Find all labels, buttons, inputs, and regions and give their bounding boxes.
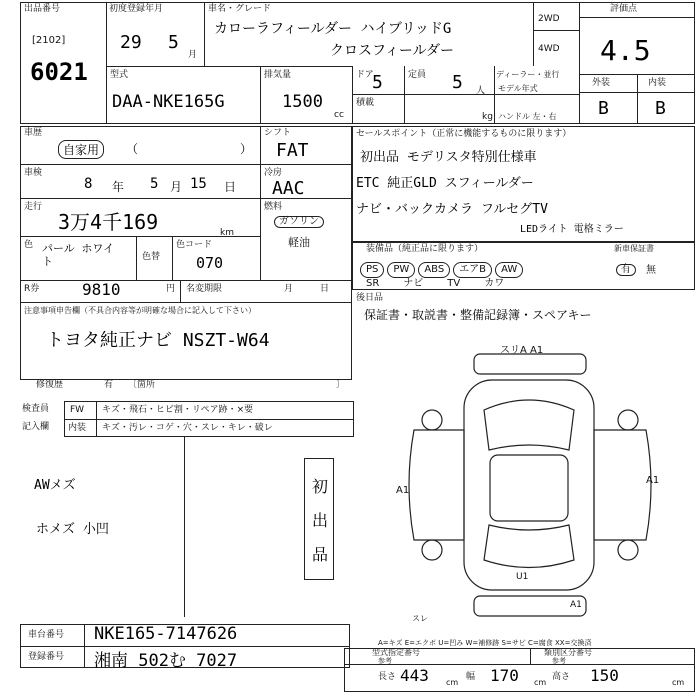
aftermarket-value: 保証書・取説書・整備記録簿・スペアキー <box>364 308 592 322</box>
sales-line2: ETC 純正GLD スフィールダー <box>356 176 534 191</box>
dims-class-label: 類別区分番号 <box>544 648 592 657</box>
inspection-year: 8 <box>84 176 93 192</box>
grade-label: 評価点 <box>610 4 638 14</box>
model-label: 車名・グレード <box>208 4 272 14</box>
dims-cm2: cm <box>534 678 547 687</box>
equipment-new-label: 新車保証書 <box>614 244 654 253</box>
dims-height-label: 高さ <box>552 672 571 682</box>
dims-ref1: 参考 <box>378 657 392 665</box>
first-reg-year: 29 <box>120 32 142 53</box>
equipment-label: 装備品（純正品に限ります） <box>366 244 484 254</box>
inspection-month: 5 <box>150 176 159 192</box>
equipment-row2 <box>366 274 504 289</box>
diagram-bottom-left: スレ <box>412 614 428 623</box>
repair-label: 修復歴 <box>36 380 64 390</box>
equip-ps: PS <box>360 262 384 278</box>
inspection-label: 車検 <box>24 168 43 178</box>
name-change-unit: 月 <box>284 284 294 294</box>
color-label: 色 <box>24 240 34 250</box>
equip-sr: SR <box>366 278 380 289</box>
wheel-rear-left <box>422 540 442 560</box>
diagram-top: スリA A1 <box>500 345 544 356</box>
aftermarket-label: 後日品 <box>356 293 384 303</box>
inspector-label1: 検査員 <box>22 404 50 414</box>
dims-width-label: 幅 <box>466 672 476 682</box>
doors-value: 5 <box>372 72 383 93</box>
dims-ref2: 参考 <box>552 657 566 665</box>
color-code: 070 <box>196 254 224 272</box>
color-code-label: 色コード <box>176 240 213 250</box>
recycle-value: 9810 <box>82 280 121 299</box>
handle-label: ハンドル 左・右 <box>498 112 557 121</box>
sales-line3: ナビ・バックカメラ フルセグTV <box>356 202 548 217</box>
car-roof <box>490 455 568 521</box>
type-label: 型式 <box>110 70 129 80</box>
wheel-front-right <box>618 410 638 430</box>
recycle-unit: 円 <box>166 284 176 294</box>
chassis-label: 車台番号 <box>28 630 65 640</box>
drive-4wd: 4WD <box>538 44 560 54</box>
category-value: 自家用 <box>58 140 104 159</box>
displacement-unit: cc <box>334 110 344 120</box>
repair-bracket-close: 〕 <box>336 380 346 390</box>
inspection-year-unit: 年 <box>112 180 125 194</box>
grade-int-label: 内装 <box>648 78 667 88</box>
car-body-outline <box>464 380 594 590</box>
inspection-day-unit: 日 <box>224 180 237 194</box>
front-bumper <box>474 354 586 374</box>
shift-value: FAT <box>276 140 309 161</box>
plate-value: 湘南 502む 7027 <box>94 651 238 671</box>
notes-text: トヨタ純正ナビ NSZT-W64 <box>46 330 270 351</box>
recycle-label: R券 <box>24 284 40 294</box>
inspection-day: 15 <box>190 176 207 192</box>
car-rear-window <box>484 525 574 568</box>
sales-line4: LEDライト 電格ミラー <box>520 224 624 235</box>
drive-2wd: 2WD <box>538 14 560 24</box>
car-right-side <box>594 430 651 540</box>
mileage-unit: km <box>220 228 234 238</box>
inspector-row2-tag: 内装 <box>68 423 87 433</box>
model-year-label: モデル年式 <box>498 84 538 93</box>
category-paren-close: ） <box>240 142 253 156</box>
inspector-row2: キズ・汚レ・コゲ・穴・スレ・キレ・破レ <box>102 423 273 433</box>
type-value: DAA-NKE165G <box>112 92 225 112</box>
notes-label: 注意事項申告欄（不具合内容等が明確な場合に記入して下さい） <box>24 306 256 315</box>
equipment-has: 有 <box>616 264 636 276</box>
inspection-month-unit: 月 <box>170 180 183 194</box>
car-windshield <box>484 400 574 450</box>
wheel-front-left <box>422 410 442 430</box>
lot-label: 出品番号 <box>24 4 61 14</box>
inspector-row1: キズ・飛石・ヒビ割・リペア跡・×要 <box>102 405 254 415</box>
capacity-value: 5 <box>452 72 463 93</box>
sales-label: セールスポイント（正常に機能するものに限ります） <box>356 129 572 139</box>
inspector-label2: 記入欄 <box>22 422 50 432</box>
lot-number: 6021 <box>30 58 88 86</box>
grade-ext-label: 外装 <box>592 78 611 88</box>
dims-cm1: cm <box>446 678 459 687</box>
ac-label: 冷房 <box>264 168 283 178</box>
grade-ext-score: B <box>598 98 609 119</box>
fuel-gas: ガソリン <box>274 216 324 228</box>
car-left-side <box>409 430 464 540</box>
grade-int-score: B <box>655 98 666 119</box>
plate-label: 登録番号 <box>28 652 65 662</box>
equip-pw: PW <box>387 262 415 278</box>
load-unit: kg <box>482 112 493 122</box>
model-name-line1: カローラフィールダー ハイブリッドG <box>214 21 452 37</box>
repair-has: 有 <box>104 380 114 390</box>
dealer-label: ディーラー・並行 <box>496 70 560 79</box>
category-label: 車歴 <box>24 128 43 138</box>
equip-leather: カワ <box>484 278 505 289</box>
displacement-value: 1500 <box>282 92 323 112</box>
mileage-value: 3万4千169 <box>58 210 159 234</box>
dims-len-label: 長さ <box>378 672 397 682</box>
color-tone-label: 色替 <box>142 252 161 262</box>
dims-height: 150 <box>590 666 619 685</box>
fuel-diesel: 軽油 <box>288 236 310 249</box>
equipment-none: 無 <box>646 265 656 276</box>
color-value: パール ホワイト <box>42 242 115 268</box>
inspector-row1-tag: FW <box>70 405 85 415</box>
shift-label: シフト <box>264 128 292 138</box>
model-name-line2: クロスフィールダー <box>330 43 455 59</box>
dims-cm3: cm <box>672 678 685 687</box>
load-label: 積載 <box>356 98 375 108</box>
dims-width: 170 <box>490 666 519 685</box>
diagram-left: A1 <box>396 485 410 496</box>
equip-tv: TV <box>447 278 461 289</box>
lot-code: [2102] <box>32 35 66 46</box>
remarks-line1: AWメズ <box>34 478 76 493</box>
name-change-label: 名変期限 <box>186 284 223 294</box>
displacement-label: 排気量 <box>264 70 292 80</box>
repair-bracket-open: 〔箇所 <box>128 380 156 390</box>
grade-score: 4.5 <box>600 34 651 67</box>
equip-aw: AW <box>495 262 523 278</box>
first-reg-label: 初度登録年月 <box>109 4 164 14</box>
category-paren-open: （ <box>126 142 139 156</box>
remarks-stamp: 初出品 <box>312 477 329 564</box>
car-diagram <box>394 350 666 620</box>
diagram-right: A1 <box>646 475 660 486</box>
damage-legend: A=キズ E=エクボ U=凹み W=補修跡 S=サビ C=腐食 XX=交換済 <box>378 639 592 647</box>
first-reg-month: 5 <box>168 32 179 53</box>
dims-type-label: 型式指定番号 <box>372 648 420 657</box>
chassis-value: NKE165-7147626 <box>94 624 238 644</box>
sales-line1: 初出品 モデリスタ特別仕様車 <box>360 150 537 165</box>
ac-value: AAC <box>272 178 305 199</box>
fuel-label: 燃料 <box>264 202 283 212</box>
remarks-line2: ホメズ 小凹 <box>36 522 109 537</box>
capacity-unit: 人 <box>476 86 486 96</box>
equip-navi: ナビ <box>403 278 424 289</box>
capacity-label: 定員 <box>408 70 427 80</box>
diagram-bottom-center: U1 <box>516 572 529 582</box>
mileage-label: 走行 <box>24 202 43 212</box>
equip-airbag: エアB <box>453 262 492 278</box>
equip-abs: ABS <box>418 262 450 278</box>
dims-len: 443 <box>400 666 429 685</box>
doors-label: ドア <box>356 70 374 80</box>
name-change-day: 日 <box>320 284 330 294</box>
diagram-bottom-right: A1 <box>570 600 582 610</box>
wheel-rear-right <box>618 540 638 560</box>
first-reg-month-unit: 月 <box>188 50 198 60</box>
